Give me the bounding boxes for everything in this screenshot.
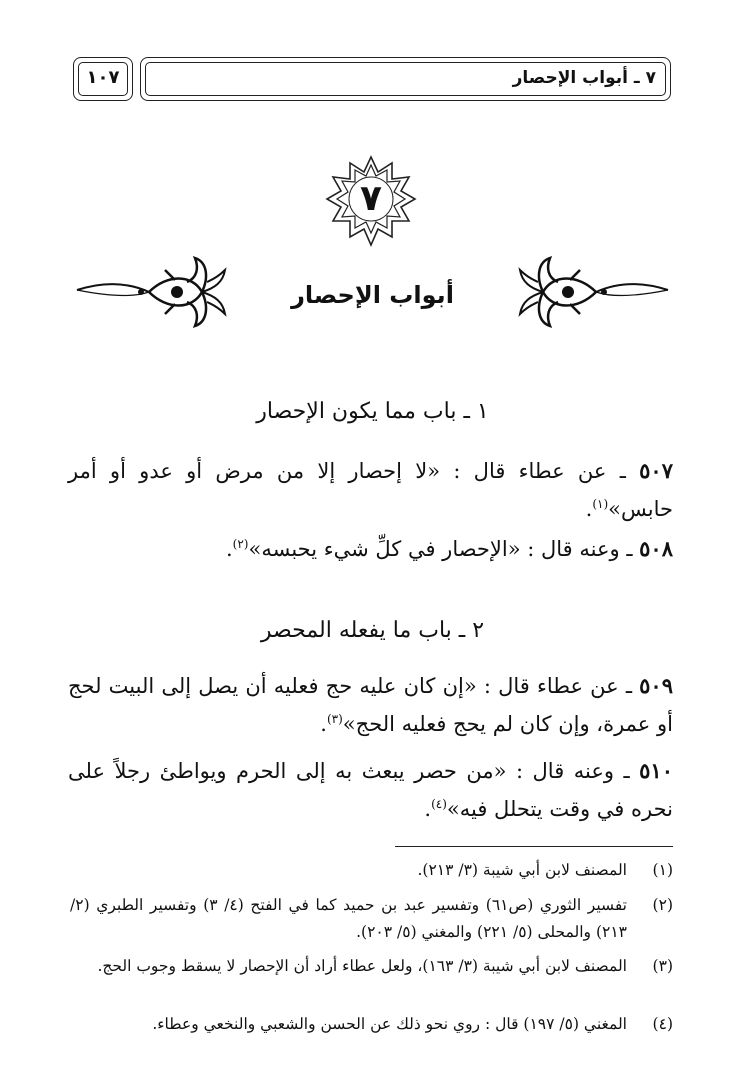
page-number: ١٠٧ — [86, 67, 120, 88]
entry-text: عن عطاء قال : «إن كان عليه حج فعليه أن يصل إلى البيت لحج أو عمرة، وإن كان لم يحج فعليه الحج» — [68, 674, 673, 736]
footnote-text: المغني (٥/ ١٩٧) قال : روي نحو ذلك عن الحسن والشعبي والنخعي وعطاء. — [152, 1015, 627, 1033]
footnote-ref: (٢) — [232, 537, 249, 551]
footnote-divider — [395, 846, 673, 847]
footnote-text: المصنف لابن أبي شيبة (٣/ ١٦٣)، ولعل عطاء أراد أن الإحصار لا يسقط وجوب الحج. — [97, 957, 627, 975]
entry-507: ٥٠٧ ـ عن عطاء قال : «لا إحصار إلا من مرض أو عدو أو أمر حابس»$^{(١)}$. — [68, 458, 673, 521]
footnote — [70, 857, 673, 884]
footnote-text: المصنف لابن أبي شيبة (٣/ ٢١٣). — [417, 861, 627, 879]
section-heading: ٢ ـ باب ما يفعله المحصر — [260, 618, 485, 643]
footnote-number: (٣) — [652, 957, 673, 975]
footnote — [70, 953, 673, 980]
entry-508: ٥٠٨ ـ وعنه قال : «الإحصار في كلِّ شيء يحبسه»$^{(٢)}$. — [225, 536, 673, 561]
chapter-title: أبواب الإحصار — [291, 281, 454, 309]
entry-number: ٥١٠ — [639, 758, 673, 783]
footnote — [70, 1011, 673, 1038]
footnote-text: تفسير الثوري (ص٦١) وتفسير عبد بن حميد كما في الفتح (٤/ ٣) وتفسير الطبري (٢/ ٢١٣) والمحلى (٥/ ٢٢١) والمغني (٥/ ٢٠٣). — [70, 896, 627, 941]
entry-text: وعنه قال : «الإحصار في كلِّ شيء يحبسه» — [248, 537, 620, 561]
entry-509: ٥٠٩ ـ عن عطاء قال : «إن كان عليه حج فعليه أن يصل إلى البيت لحج أو عمرة، وإن كان لم يحج فعليه الحج»$^{(٣)}$. — [68, 673, 673, 736]
page-number-box — [73, 57, 133, 101]
footnote-ref: (٤) — [431, 797, 447, 811]
footnote — [70, 892, 673, 946]
footnote-number: (٤) — [652, 1015, 673, 1033]
entry-number: ٥٠٨ — [639, 536, 673, 561]
entry-number: ٥٠٧ — [639, 458, 673, 483]
right-ornament-icon — [508, 252, 673, 332]
footnote-ref: (٣) — [326, 712, 343, 726]
entry-510: ٥١٠ ـ وعنه قال : «من حصر يبعث به إلى الحرم ويواطئ رجلاً على نحره في وقت يتحلل فيه»$^{(٤)}$. — [68, 758, 673, 821]
running-header — [140, 57, 671, 101]
entry-text: عن عطاء قال : «لا إحصار إلا من مرض أو عدو أو أمر حابس» — [68, 459, 673, 521]
footnote-number: (١) — [652, 861, 673, 879]
footnote-number: (٢) — [652, 896, 673, 914]
footnote-ref: (١) — [592, 497, 609, 511]
chapter-number: ٧ — [360, 178, 382, 219]
left-ornament-icon — [72, 252, 237, 332]
entry-number: ٥٠٩ — [639, 673, 673, 698]
entry-text: وعنه قال : «من حصر يبعث به إلى الحرم ويواطئ رجلاً على نحره في وقت يتحلل فيه» — [68, 759, 673, 821]
running-header-title: ٧ ـ أبواب الإحصار — [512, 68, 656, 88]
section-heading: ١ ـ باب مما يكون الإحصار — [256, 399, 489, 424]
